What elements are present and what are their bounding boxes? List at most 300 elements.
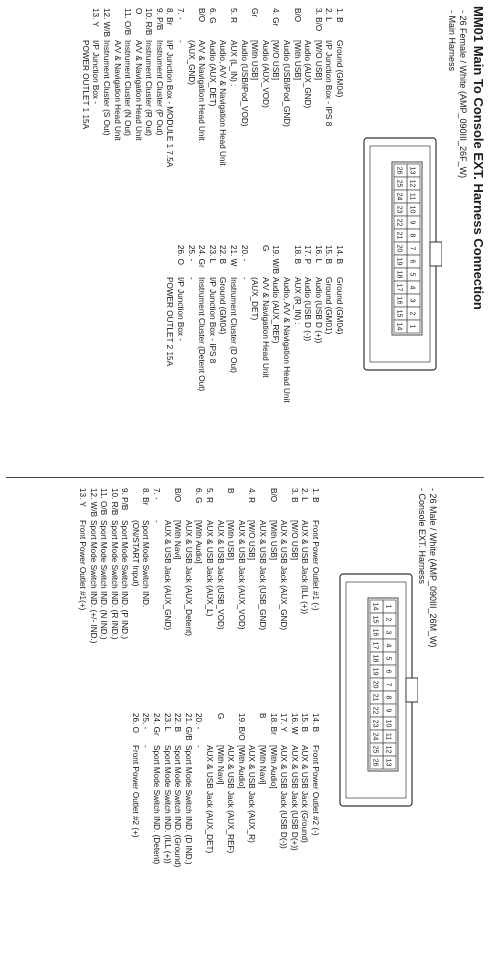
pin-row — [246, 488, 257, 644]
pin-description: [W/O USB] — [271, 40, 281, 81]
right-connector-spec: - 26 Male / White (AMP_090III_26M_W) — [428, 488, 438, 648]
pin-number — [238, 8, 249, 40]
pin-cavity-number: 26 — [371, 758, 379, 767]
pin-description: AUX & USB Jack (Ground) — [300, 745, 310, 843]
pin-row — [299, 713, 310, 867]
connector-latch — [430, 242, 442, 266]
pin-row — [235, 488, 246, 644]
pin-number: 1. B — [311, 488, 320, 503]
pin-cavity-number: 1 — [384, 604, 392, 609]
right-pin-list-1-13 — [76, 488, 320, 644]
pin-number: 24. Gr — [197, 245, 207, 268]
pin-row — [302, 245, 313, 403]
right-pin-list-14-26 — [129, 713, 320, 867]
pin-number: 23. L — [207, 245, 217, 264]
pin-row — [98, 488, 109, 644]
pin-row — [309, 488, 320, 644]
pin-row — [291, 245, 302, 403]
pin-description: Audio, A/V & Navigation Head Unit — [282, 277, 292, 403]
pin-description: AUX & USB Jack (AUX_GND) — [162, 520, 172, 631]
pin-number: 22. B — [173, 713, 183, 733]
pin-cavity-number: 23 — [371, 719, 379, 728]
pin-description: AUX & USB Jack (USB D(-)) — [279, 745, 289, 849]
pin-cavity-number: 8 — [384, 695, 392, 700]
pin-description: [With USB] — [268, 520, 278, 561]
pin-description: - — [239, 277, 249, 280]
pin-number — [164, 245, 175, 277]
pin-cavity-number: 18 — [395, 270, 403, 279]
pin-row — [87, 488, 98, 644]
pin-description: [With USB] — [250, 40, 260, 81]
pin-row — [140, 713, 151, 867]
left-pin-list-14-26 — [164, 245, 344, 403]
section-divider — [6, 477, 484, 478]
pin-description: AUX & USB Jack (ILL (+)) — [300, 520, 310, 615]
pin-description: Sport Mode Switch IND. (+/- IND.) — [88, 520, 98, 644]
pin-number: B/O — [292, 8, 302, 23]
pin-row — [122, 8, 133, 167]
pin-cavity-number: 18 — [371, 654, 379, 663]
pin-description: A/V & Navigation Head Unit — [133, 40, 143, 141]
pin-cavity-number: 3 — [408, 298, 416, 303]
pin-cavity-number: 4 — [408, 285, 416, 290]
pin-row — [79, 8, 90, 167]
right-harness-name: - Console EXT. Harness — [417, 488, 427, 585]
document-title: MM01 Main To Console EXT. Harness Connection — [471, 6, 486, 310]
pin-description: - — [186, 277, 196, 280]
pin-description: (ON/START Input) — [130, 520, 140, 587]
pin-number: Gr — [250, 8, 260, 18]
pin-description: [W/O USB] — [247, 520, 257, 561]
pin-cavity-number: 19 — [395, 257, 403, 266]
pin-row — [225, 713, 236, 867]
female-connector-diagram — [360, 134, 442, 374]
pin-cavity-number: 15 — [371, 615, 379, 624]
pin-row — [291, 8, 302, 167]
pin-number: 3. B/O — [313, 8, 323, 32]
pin-description: A/V & Navigation Head Unit — [197, 40, 207, 141]
pin-row — [214, 488, 225, 644]
pin-description: POWER OUTLET 1 15A — [80, 40, 90, 130]
pin-row — [164, 8, 175, 167]
pin-description: AUX & USB Jack (AUX_VOD) — [236, 520, 246, 630]
pin-description: AUX (L_IN) : — [229, 40, 239, 87]
pin-row — [76, 488, 87, 644]
pin-row — [323, 245, 334, 403]
pin-number: 12. W/B — [101, 8, 111, 38]
pin-description: Audio (USB D (-)) — [303, 277, 313, 342]
pin-cavity-number: 17 — [395, 283, 403, 292]
pin-number: 7. - — [176, 8, 186, 20]
pin-description: Sport Mode Switch IND. (R IND.) — [109, 520, 119, 640]
pin-number — [203, 713, 214, 745]
pin-description: Front Power Outlet #2 (+) — [130, 745, 140, 838]
pin-number: 24. Gr — [152, 713, 162, 736]
pin-number — [235, 488, 246, 520]
pin-number: B — [258, 713, 268, 719]
pin-cavity-number: 25 — [371, 745, 379, 754]
pin-row — [206, 245, 217, 403]
pin-description: [With Audio] — [194, 520, 204, 564]
pin-description: Audio (USB D (+)) — [313, 277, 323, 344]
pin-number: B/O — [268, 488, 278, 503]
pin-number — [249, 245, 260, 277]
pin-number: 6. G — [207, 8, 217, 24]
pin-number: 4. R — [247, 488, 257, 504]
pin-description: I/P Junction Box - — [91, 40, 101, 105]
pin-cavity-number: 26 — [395, 166, 403, 175]
pin-row — [185, 245, 196, 403]
pin-cavity-number: 9 — [408, 220, 416, 225]
pin-description: AUX & USB Jack (USB_VOD) — [215, 520, 225, 630]
pin-number — [111, 8, 122, 40]
pin-number: 25. - — [186, 245, 196, 262]
pin-description: [With Audio] — [268, 745, 278, 789]
pin-number — [302, 8, 313, 40]
pin-row — [235, 713, 246, 867]
pin-number: 26. O — [130, 713, 140, 734]
pin-row — [153, 8, 164, 167]
pin-number — [129, 488, 140, 520]
pin-row — [203, 488, 214, 644]
pin-number: G — [260, 245, 270, 252]
pin-description: Front Power Outlet #2 (-) — [311, 745, 320, 836]
pin-row — [259, 8, 270, 167]
pin-number: 11. O/B — [99, 488, 109, 516]
pin-description: Audio (AUX_GND) — [303, 40, 313, 109]
pin-number: 22. B — [218, 245, 228, 265]
pin-row — [309, 713, 320, 867]
pin-number: 25. - — [141, 713, 151, 730]
pin-number: 5. R — [205, 488, 215, 504]
pin-description: A/V & Navigation Head Unit — [112, 40, 122, 141]
pin-row — [151, 713, 162, 867]
pin-description: Audio (USB/iPod_GND) — [282, 40, 292, 127]
pin-row — [249, 8, 260, 167]
pin-row — [172, 488, 183, 644]
pin-row — [129, 713, 140, 867]
pin-description: Front Power Outlet #1(+) — [77, 520, 87, 611]
pin-row — [161, 488, 172, 644]
pin-row — [193, 488, 204, 644]
pin-cavity-number: 2 — [408, 311, 416, 316]
pin-cavity-number: 12 — [384, 745, 392, 754]
pin-description: [With Navi] — [258, 745, 268, 785]
pin-row — [246, 713, 257, 867]
pin-number — [161, 488, 172, 520]
pin-cavity-number: 12 — [408, 179, 416, 188]
pin-row — [256, 488, 267, 644]
pin-cavity-number: 1 — [408, 324, 416, 329]
pin-row — [217, 8, 228, 167]
pin-description: Audio (AUX_VOD) — [260, 40, 270, 108]
pin-cavity-number: 4 — [384, 643, 392, 648]
pin-description: AUX & USB Jack (AUX_GND) — [279, 520, 289, 631]
pin-cavity-number: 22 — [371, 706, 379, 715]
pin-description: Ground (GM04) — [218, 277, 228, 335]
pin-cavity-number: 13 — [408, 166, 416, 175]
pin-number: 16. W — [289, 713, 299, 735]
pin-description: [W/O USB] — [313, 40, 323, 81]
pin-row — [278, 713, 289, 867]
pin-number — [185, 8, 196, 40]
pin-row — [302, 8, 313, 167]
pin-cavity-number: 21 — [395, 231, 403, 240]
pin-cavity-number: 24 — [371, 732, 379, 741]
pin-description: Sport Mode Switch IND. (Detent) — [152, 745, 162, 865]
pin-row — [270, 8, 281, 167]
pin-row — [280, 245, 291, 403]
pin-row — [256, 713, 267, 867]
pin-number: B — [226, 488, 236, 494]
pin-description: [With Audio] — [236, 745, 246, 789]
pin-description: Instrument Cluster (R Out) — [144, 40, 154, 136]
pin-row — [90, 8, 101, 167]
pin-description: - — [194, 745, 204, 748]
pin-description: Instrument Cluster (Detent Out) — [197, 277, 207, 392]
pin-row — [280, 8, 291, 167]
pin-row — [288, 713, 299, 867]
pin-description: - — [152, 520, 162, 523]
pin-number: 5. R — [229, 8, 239, 24]
pin-description: AUX & USB Jack (AUX_Detent) — [183, 520, 193, 637]
left-pin-list-1-13 — [79, 8, 344, 167]
pin-number: 1. B — [335, 8, 344, 23]
pin-row — [267, 488, 278, 644]
pin-cavity-number: 23 — [395, 205, 403, 214]
pin-number: 10. R/B — [109, 488, 119, 516]
pin-description: - — [141, 745, 151, 748]
pin-description: (AUX_GND) — [186, 40, 196, 86]
pin-description: Audio (AUX_REF) — [271, 277, 281, 344]
left-connector-spec: - 26 Female / White (AMP_090III_26F_W) — [458, 10, 468, 179]
pin-number: 13. Y — [77, 488, 87, 507]
pin-row — [182, 713, 193, 867]
pin-description: Sport Mode Switch IND. (D IND.) — [183, 745, 193, 865]
pin-number: 14. B — [335, 245, 344, 265]
pin-cavity-number: 19 — [371, 667, 379, 676]
pin-cavity-number: 14 — [395, 322, 403, 331]
pin-description: I/P Junction Box - IPS 8 — [324, 40, 334, 127]
pin-row — [312, 245, 323, 403]
pin-description: Sport Mode Switch IND. (Ground) — [173, 745, 183, 868]
pin-number — [79, 8, 90, 40]
pin-description: Sport Mode Switch IND. — [141, 520, 151, 608]
pin-number: 23. L — [162, 713, 172, 732]
pin-description: AUX & USB Jack (AUX_R) — [247, 745, 257, 843]
pin-row — [193, 713, 204, 867]
pin-number — [259, 8, 270, 40]
pin-number: 6. G — [194, 488, 204, 504]
pin-description: Ground (GM04) — [335, 277, 344, 335]
pin-number: B/O — [197, 8, 207, 23]
pin-row — [172, 713, 183, 867]
left-harness-name: - Main Harness — [447, 10, 457, 72]
pin-number: 20. - — [194, 713, 204, 730]
pin-number: 17. P — [303, 245, 313, 265]
pin-row — [161, 713, 172, 867]
pin-description: AUX & USB Jack (USB D(+)) — [289, 745, 299, 851]
pin-cavity-number: 22 — [395, 218, 403, 227]
pin-description: Ground (GM04) — [335, 40, 344, 98]
pin-description: - — [176, 40, 186, 43]
pin-row — [238, 8, 249, 167]
pin-cavity-number: 20 — [395, 244, 403, 253]
pin-row — [214, 713, 225, 867]
pin-row — [203, 713, 214, 867]
pin-number: 2. L — [324, 8, 334, 22]
pin-row — [267, 713, 278, 867]
pin-number — [278, 488, 289, 520]
pin-row — [140, 488, 151, 644]
pin-description: Sport Mode Switch IND. (N IND.) — [99, 520, 109, 640]
pin-number: B/O — [173, 488, 183, 503]
pin-number — [214, 488, 225, 520]
pin-row — [175, 8, 186, 167]
pin-cavity-number: 11 — [384, 732, 392, 741]
pin-description: [With Navi] — [173, 520, 183, 560]
pin-row — [225, 488, 236, 644]
pin-row — [206, 8, 217, 167]
pin-number — [217, 8, 228, 40]
pin-number: 10. R/B — [144, 8, 154, 36]
pin-number: 20. - — [239, 245, 249, 262]
pin-description: [With Navi] — [215, 745, 225, 785]
pin-cavity-number: 21 — [371, 693, 379, 702]
pin-row — [185, 8, 196, 167]
pin-number: 8. Br — [141, 488, 151, 506]
pin-cavity-number: 10 — [384, 719, 392, 728]
pin-description: [W/O USB] — [289, 520, 299, 561]
pin-description: Instrument Cluster (D Out) — [229, 277, 239, 373]
pin-description: I/P Junction Box - MODULE 1 7.5A — [165, 40, 175, 168]
pin-cavity-number: 13 — [384, 758, 392, 767]
pin-cavity-number: 5 — [384, 656, 392, 661]
pin-number — [280, 8, 291, 40]
pin-row — [238, 245, 249, 403]
pin-description: Audio, A/V & Navigation Head Unit — [218, 40, 228, 166]
pin-cavity-number: 16 — [371, 628, 379, 637]
pin-number — [225, 713, 236, 745]
connector-latch — [406, 678, 418, 702]
pin-cavity-number: 5 — [408, 272, 416, 277]
pin-number: 7. - — [152, 488, 162, 500]
pin-cavity-number: 14 — [371, 602, 379, 611]
pin-number — [182, 488, 193, 520]
pin-number — [256, 488, 267, 520]
pin-row — [182, 488, 193, 644]
pin-row — [323, 8, 334, 167]
pin-cavity-number: 9 — [384, 708, 392, 713]
pin-row — [196, 8, 207, 167]
pin-number: 9. P/B — [120, 488, 130, 511]
pin-description: Audio (USB/iPod_VOD) — [239, 40, 249, 127]
pin-row — [333, 8, 344, 167]
pin-cavity-number: 2 — [384, 617, 392, 622]
pin-row — [175, 245, 186, 403]
pin-row — [217, 245, 228, 403]
pin-cavity-number: 6 — [408, 259, 416, 264]
pin-number: G — [215, 713, 225, 720]
pin-description: A/V & Navigation Head Unit — [260, 277, 270, 378]
pin-description: AUX & USB Jack (AUX_REF) — [226, 745, 236, 854]
pin-cavity-number: 7 — [408, 246, 416, 251]
pin-row — [227, 8, 238, 167]
pin-row — [333, 245, 344, 403]
pin-description: I/P Junction Box - — [176, 277, 186, 342]
pin-row — [111, 8, 122, 167]
pin-row — [278, 488, 289, 644]
pin-description: [With USB] — [226, 520, 236, 561]
pin-number: 19. B/O — [236, 713, 246, 741]
pin-number: 11. O/B — [123, 8, 133, 36]
pin-number: 12. W/B — [88, 488, 98, 518]
pin-number: 17. Y — [279, 713, 289, 732]
pin-row — [151, 488, 162, 644]
pin-number: O — [133, 8, 143, 15]
pin-description: (AUX_DET) — [250, 277, 260, 321]
pin-description: Sport Mode Switch IND. (ILL (+)) — [162, 745, 172, 864]
pin-description: POWER OUTLET 2 15A — [165, 277, 175, 367]
pin-description: Audio (AUX_DET) — [207, 40, 217, 107]
pin-description: Front Power Outlet #1 (-) — [311, 520, 320, 611]
male-connector-diagram — [336, 570, 418, 810]
pin-row — [259, 245, 270, 403]
pin-description: AUX & USB Jack (AUX_L) — [205, 520, 215, 617]
pin-cavity-number: 17 — [371, 641, 379, 650]
pin-cavity-number: 3 — [384, 630, 392, 635]
pin-row — [129, 488, 140, 644]
pin-description: AUX & USB Jack (AUX_DET) — [205, 745, 215, 854]
pin-number: 15. B — [300, 713, 310, 733]
pin-number: 21. W — [229, 245, 239, 267]
pin-row — [227, 245, 238, 403]
pin-cavity-number: 15 — [395, 309, 403, 318]
pin-row — [119, 488, 130, 644]
pin-number: 19. W/B — [271, 245, 281, 275]
pin-row — [132, 8, 143, 167]
pin-number — [246, 713, 257, 745]
pin-number: 8. Br — [165, 8, 175, 26]
pin-number — [280, 245, 291, 277]
pin-row — [288, 488, 299, 644]
pin-description: [With USB] — [292, 40, 302, 81]
pin-row — [164, 245, 175, 403]
pin-description: AUX & USB Jack (USB_GND) — [258, 520, 268, 631]
pin-cavity-number: 7 — [384, 682, 392, 687]
pin-number: 21. G/B — [183, 713, 193, 741]
pin-number: 4. Gr — [271, 8, 281, 27]
pin-row — [270, 245, 281, 403]
pin-row — [249, 245, 260, 403]
pin-description: AUX (R_IN) : — [292, 277, 302, 325]
pin-row — [100, 8, 111, 167]
pin-number: 2. L — [300, 488, 310, 502]
pin-number: 15. B — [324, 245, 334, 265]
pin-row — [196, 245, 207, 403]
pin-cavity-number: 11 — [408, 192, 416, 201]
pin-row — [143, 8, 154, 167]
pin-number: 18. Br — [268, 713, 278, 735]
pin-cavity-number: 24 — [395, 192, 403, 201]
pin-description: Instrument Cluster (S Out) — [101, 40, 111, 136]
pin-description: I/P Junction Box - IPS 8 — [207, 277, 217, 364]
pin-number: 18. B — [292, 245, 302, 265]
pin-number: 9. P/B — [154, 8, 164, 31]
pin-number: 16. L — [313, 245, 323, 264]
pin-description: Sport Mode Switch IND. (P IND.) — [120, 520, 130, 640]
pin-description: Instrument Cluster (N Out) — [123, 40, 133, 136]
